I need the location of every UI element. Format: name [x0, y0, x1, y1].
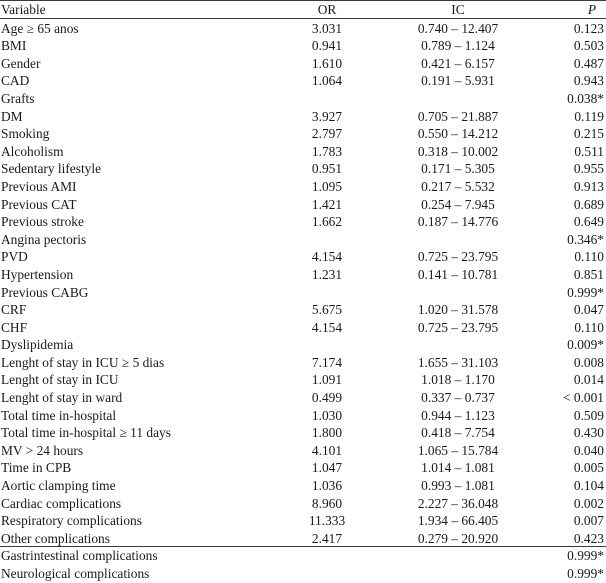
cell-ic: 0.725 – 23.795 [417, 249, 499, 265]
cell-ic [372, 90, 526, 108]
cell-or [266, 231, 372, 249]
table-header [0, 1, 606, 19]
cell-variable: CAD [1, 73, 30, 89]
cell-variable: CRF [1, 302, 27, 318]
cell-variable: Sedentary lifestyle [1, 161, 102, 177]
cell-p: 0.999* [567, 284, 604, 300]
cell-ic: 0.217 – 5.532 [421, 178, 495, 194]
cell-p: 0.002 [573, 495, 604, 511]
cell-ic: 0.191 – 5.931 [421, 73, 495, 89]
cell-variable: Previous CABG [1, 284, 89, 300]
results-table [0, 1, 606, 583]
table-row [0, 108, 606, 126]
cell-p: 0.007 [573, 513, 604, 529]
header-ic: IC [451, 2, 465, 17]
cell-ic [372, 336, 526, 354]
table-row [0, 143, 606, 161]
cell-ic: 0.337 – 0.737 [421, 390, 495, 406]
header-variable: Variable [1, 2, 46, 17]
cell-or [266, 90, 372, 108]
cell-or: 1.662 [311, 214, 343, 230]
cell-or [266, 336, 372, 354]
table-row [0, 407, 606, 425]
cell-variable: Smoking [1, 126, 50, 142]
cell-variable: Hypertension [1, 266, 74, 282]
cell-variable: Angina pectoris [1, 231, 87, 247]
cell-or: 0.941 [311, 38, 343, 54]
table-row [0, 459, 606, 477]
cell-ic: 0.705 – 21.887 [417, 108, 499, 124]
cell-ic: 0.254 – 7.945 [421, 196, 495, 212]
cell-p: 0.110 [574, 319, 604, 335]
cell-or: 7.174 [311, 354, 343, 370]
cell-ic: 0.279 – 20.920 [417, 530, 499, 546]
cell-or: 1.047 [311, 460, 343, 476]
cell-p: 0.123 [573, 20, 604, 36]
cell-ic: 0.789 – 1.124 [421, 38, 495, 54]
cell-ic: 0.418 – 7.754 [421, 425, 495, 441]
cell-or: 1.800 [311, 425, 343, 441]
cell-or: 1.036 [311, 478, 343, 494]
cell-or: 2.417 [311, 530, 343, 546]
cell-p: 0.009* [567, 337, 604, 353]
cell-ic [372, 565, 526, 583]
cell-or: 4.101 [311, 442, 343, 458]
cell-or: 11.333 [308, 513, 346, 529]
cell-p: < 0.001 [562, 390, 604, 406]
cell-ic: 0.141 – 10.781 [417, 266, 499, 282]
table-row [0, 72, 606, 90]
cell-p: 0.999* [567, 548, 604, 564]
header-p: P [587, 2, 596, 17]
cell-p: 0.119 [574, 108, 604, 124]
cell-ic: 1.014 – 1.081 [421, 460, 495, 476]
cell-or: 3.927 [311, 108, 343, 124]
cell-ic: 0.740 – 12.407 [417, 20, 499, 36]
cell-p: 0.215 [573, 126, 604, 142]
cell-p: 0.509 [573, 407, 604, 423]
cell-or: 8.960 [311, 495, 343, 511]
table-row [0, 160, 606, 178]
cell-p: 0.503 [573, 38, 604, 54]
cell-variable: PVD [1, 249, 28, 265]
cell-or [266, 284, 372, 302]
table-row [0, 37, 606, 55]
table-row [0, 90, 606, 108]
cell-p: 0.999* [567, 566, 604, 581]
table-row [0, 354, 606, 372]
cell-variable: Dyslipidemia [1, 337, 74, 353]
cell-p: 0.110 [574, 249, 604, 265]
cell-variable: Time in CPB [1, 460, 72, 476]
cell-p: 0.104 [573, 478, 604, 494]
cell-or: 1.421 [311, 196, 343, 212]
cell-or: 3.031 [311, 20, 343, 36]
cell-ic: 0.944 – 1.123 [421, 407, 495, 423]
cell-p: 0.649 [573, 214, 604, 230]
table-row [0, 547, 606, 565]
cell-ic: 1.018 – 1.170 [421, 372, 495, 388]
cell-variable: Neurological complications [1, 566, 150, 581]
table-row [0, 19, 606, 38]
cell-ic [372, 231, 526, 249]
table-row [0, 336, 606, 354]
cell-p: 0.008 [573, 354, 604, 370]
table-row [0, 512, 606, 530]
table-row [0, 477, 606, 495]
table-row [0, 424, 606, 442]
cell-p: 0.851 [573, 266, 604, 282]
table-row [0, 371, 606, 389]
table-row [0, 301, 606, 319]
cell-variable: Other complications [1, 530, 110, 546]
cell-or: 1.030 [311, 407, 343, 423]
table-row [0, 442, 606, 460]
header-row [0, 1, 606, 19]
cell-ic: 0.171 – 5.305 [421, 161, 495, 177]
cell-ic: 0.993 – 1.081 [421, 478, 495, 494]
table-body [0, 19, 606, 583]
cell-ic: 1.020 – 31.578 [417, 302, 499, 318]
cell-ic: 0.318 – 10.002 [417, 143, 499, 159]
cell-or [266, 547, 372, 565]
cell-variable: Cardiac complications [1, 495, 122, 511]
cell-variable: BMI [1, 38, 27, 54]
table-row [0, 565, 606, 583]
table-row [0, 178, 606, 196]
cell-or: 1.095 [311, 178, 343, 194]
cell-variable: DM [1, 108, 23, 124]
cell-ic: 1.655 – 31.103 [417, 354, 499, 370]
cell-p: 0.038* [567, 90, 604, 106]
cell-p: 0.689 [573, 196, 604, 212]
cell-variable: Alcoholism [1, 143, 64, 159]
cell-variable: Lenght of stay in ward [1, 390, 123, 406]
cell-or: 2.797 [311, 126, 343, 142]
cell-variable: Gastrintestinal complications [1, 548, 158, 564]
cell-variable: Lenght of stay in ICU ≥ 5 dias [1, 354, 165, 370]
cell-variable: Previous AMI [1, 178, 77, 194]
cell-p: 0.014 [573, 372, 604, 388]
cell-p: 0.047 [573, 302, 604, 318]
cell-or: 1.231 [311, 266, 343, 282]
cell-variable: Gender [1, 55, 41, 71]
cell-ic: 0.550 – 14.212 [417, 126, 499, 142]
cell-or: 1.091 [311, 372, 343, 388]
cell-ic [372, 547, 526, 565]
table-row [0, 231, 606, 249]
cell-or: 0.951 [311, 161, 343, 177]
cell-p: 0.487 [573, 55, 604, 71]
cell-or [266, 565, 372, 583]
table-row [0, 389, 606, 407]
table-row [0, 495, 606, 513]
table-row [0, 319, 606, 337]
cell-or: 4.154 [311, 249, 343, 265]
cell-variable: Total time in-hospital ≥ 11 days [1, 425, 171, 441]
cell-ic: 1.065 – 15.784 [417, 442, 499, 458]
cell-variable: CHF [1, 319, 28, 335]
cell-ic: 0.187 – 14.776 [417, 214, 499, 230]
cell-ic: 2.227 – 36.048 [417, 495, 499, 511]
cell-or: 1.783 [311, 143, 343, 159]
cell-variable: Total time in-hospital [1, 407, 117, 423]
table-row [0, 530, 606, 548]
cell-variable: Aortic clamping time [1, 478, 116, 494]
cell-or: 5.675 [311, 302, 343, 318]
cell-variable: Previous CAT [1, 196, 77, 212]
cell-p: 0.511 [574, 143, 604, 159]
cell-p: 0.346* [567, 231, 604, 247]
cell-ic [372, 284, 526, 302]
cell-or: 1.610 [311, 55, 343, 71]
cell-or: 0.499 [311, 390, 343, 406]
cell-p: 0.955 [573, 161, 604, 177]
cell-variable: MV > 24 hours [1, 442, 84, 458]
cell-p: 0.423 [573, 530, 604, 546]
cell-or: 4.154 [311, 319, 343, 335]
table-row [0, 284, 606, 302]
cell-variable: Respiratory complications [1, 513, 142, 529]
table-row [0, 213, 606, 231]
cell-variable: Lenght of stay in ICU [1, 372, 119, 388]
cell-p: 0.040 [573, 442, 604, 458]
table-row [0, 248, 606, 266]
table-row [0, 55, 606, 73]
cell-ic: 0.725 – 23.795 [417, 319, 499, 335]
header-or: OR [317, 2, 337, 17]
cell-or: 1.064 [311, 73, 343, 89]
cell-variable: Previous stroke [1, 214, 84, 230]
cell-variable: Grafts [1, 90, 35, 106]
cell-p: 0.913 [573, 178, 604, 194]
table-row [0, 266, 606, 284]
table-row [0, 125, 606, 143]
cell-p: 0.943 [573, 73, 604, 89]
cell-ic: 0.421 – 6.157 [421, 55, 495, 71]
cell-p: 0.430 [573, 425, 604, 441]
cell-p: 0.005 [573, 460, 604, 476]
table-row [0, 196, 606, 214]
cell-ic: 1.934 – 66.405 [417, 513, 499, 529]
cell-variable: Age ≥ 65 anos [1, 20, 79, 36]
